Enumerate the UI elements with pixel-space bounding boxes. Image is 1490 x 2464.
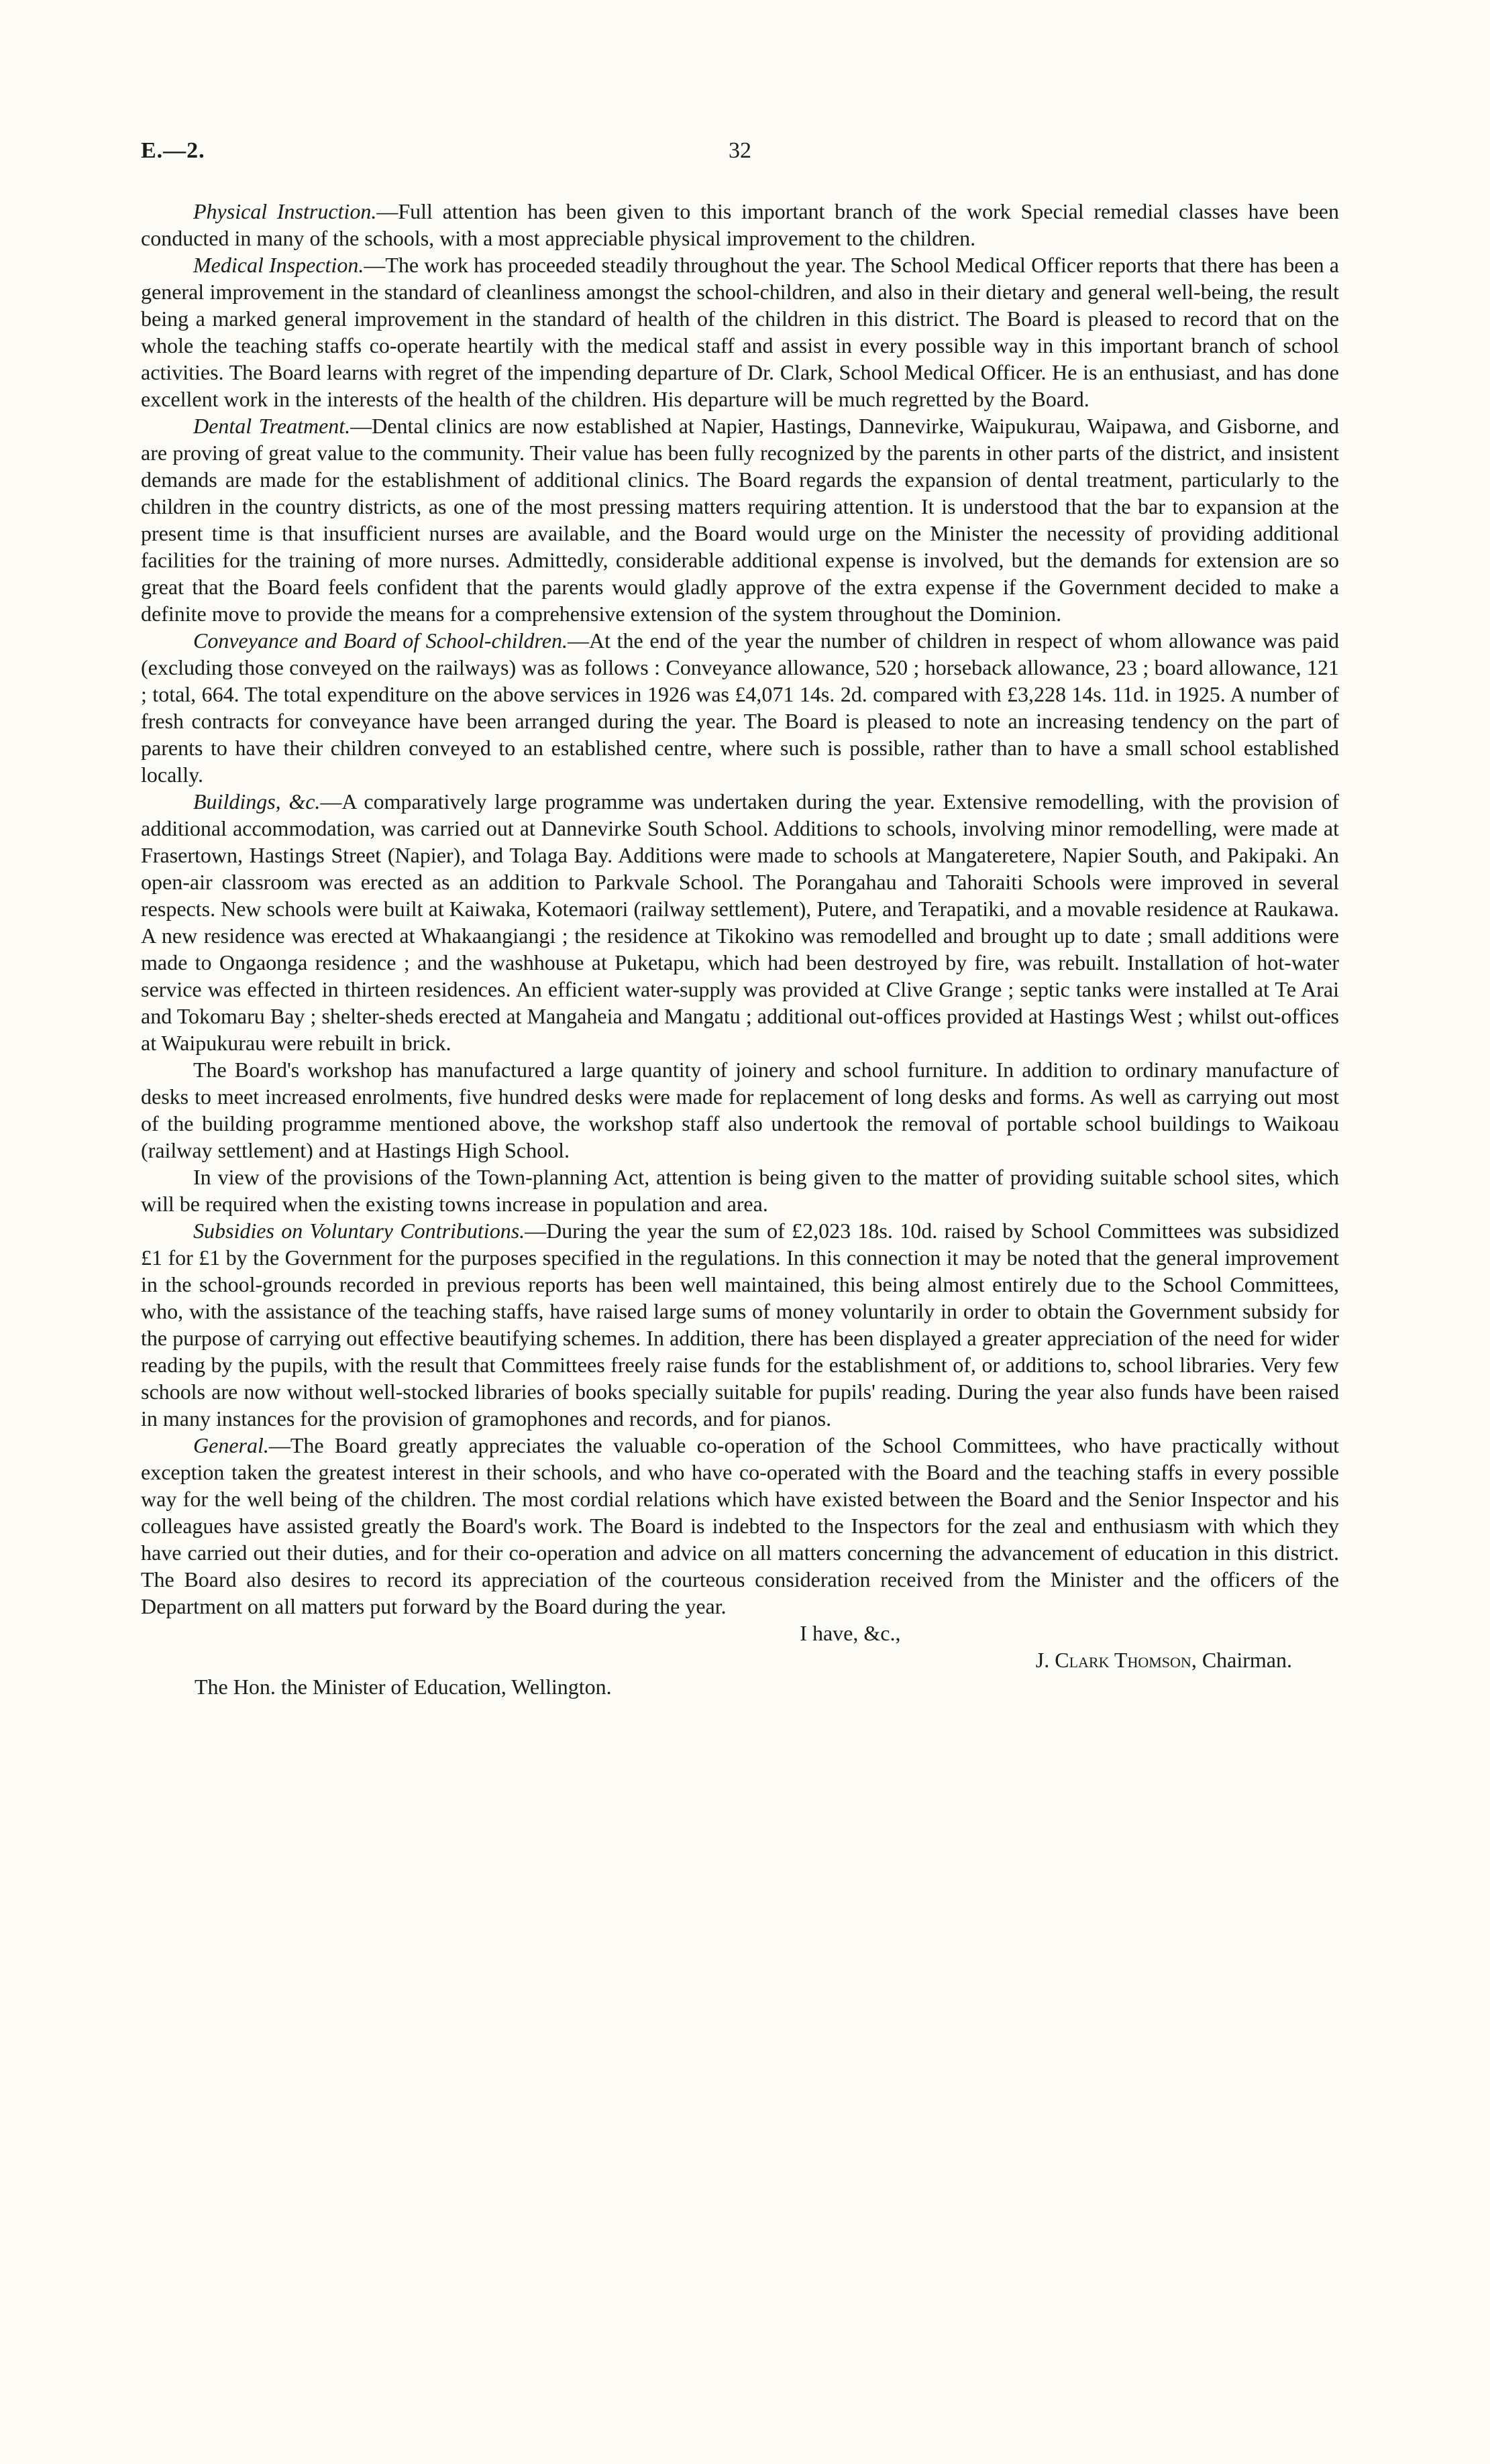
paragraph-text: —Dental clinics are now established at Napier, Hastings, Dannevirke, Waipukurau, Waipawa, and Gisborne, and are proving of great value to the community. Their value has been fully recognized by the parents in other parts of the district, and insistent demands are made for the establishment of additional clinics. The Board regards the expansion of dental treatment, particularly to the children in the country districts, as one of the most pressing matters requiring attention. It is understood that the bar to expansion at the present time is that insufficient nurses are available, and the Board would urge on the Minister the necessity of providing additional facilities for the training of more nurses. Admittedly, considerable additional expense is involved, but the demands for extension are so great that the Board feels confident that the parents would gladly approve of the extra expense if the Government decided to make a definite move to provide the means for a comprehensive extension of the system throughout the Dominion.: [141, 414, 1340, 626]
paragraph-text: —A comparatively large programme was undertaken during the year. Extensive remodelling, with the provision of additional accommodation, was carried out at Dannevirke South School. Additions to schools, involving minor remodelling, were made at Frasertown, Hastings Street (Napier), and Tolaga Bay. Additions were made to schools at Mangateretere, Napier South, and Pakipaki. An open-air classroom was erected as an addition to Parkvale School. The Porangahau and Tahoraiti Schools were improved in several respects. New schools were built at Kaiwaka, Kotemaori (railway settlement), Putere, and Terapatiki, and a movable residence at Raukawa. A new residence was erected at Whakaangiangi ; the residence at Tikokino was remodelled and brought up to date ; small additions were made to Ongaonga residence ; and the washhouse at Puketapu, which had been destroyed by fire, was rebuilt. Installation of hot-water service was effected in thirteen residences. An efficient water-supply was provided at Clive Grange ; septic tanks were installed at Te Arai and Tokomaru Bay ; shelter-sheds erected at Mangaheia and Mangatu ; additional out-offices provided at Hastings West ; whilst out-offices at Waipukurau were rebuilt in brick.: [141, 789, 1340, 1055]
paragraph-text: The Board's workshop has manufactured a large quantity of joinery and school furniture. In addition to ordinary manufacture of desks to meet increased enrolments, five hundred desks were made for replacement of long desks and forms. As well as carrying out most of the building programme mentioned above, the workshop staff also undertook the removal of portable school buildings to Waikoau (railway settlement) and at Hastings High School.: [141, 1058, 1339, 1162]
paragraph-text: —The Board greatly appreciates the valuable co-operation of the School Committees, who have practically without exception taken the greatest interest in their schools, and who have co-operated with the Board and the teaching staffs in every possible way for the well being of the children. The most cordial relations which have existed between the Board and the Senior Inspector and his colleagues have assisted greatly the Board's work. The Board is indebted to the Inspectors for the zeal and enthusiasm with which they have carried out their duties, and for their co-operation and advice on all matters concerning the advancement of education in this district. The Board also desires to record its appreciation of the courteous consideration received from the Minister and the officers of the Department on all matters put forward by the Board during the year.: [141, 1433, 1339, 1618]
paragraph-general: [141, 1432, 1339, 1620]
paragraph-text: —The work has proceeded steadily throughout the year. The School Medical Officer reports that there has been a general improvement in the standard of cleanliness amongst the school-children, and also in their dietary and general well-being, the result being a marked general improvement in the standard of health of the children in this district. The Board is pleased to record that on the whole the teaching staffs co-operate heartily with the medical staff and assist in every possible way in this important branch of school activities. The Board learns with regret of the impending departure of Dr. Clark, School Medical Officer. He is an enthusiast, and has done excellent work in the interests of the health of the children. His departure will be much regretted by the Board.: [141, 253, 1339, 411]
paragraph-physical-instruction: [141, 198, 1339, 251]
paragraph-lead: Medical Inspection.: [193, 253, 364, 277]
paragraph-dental-treatment: [141, 412, 1339, 627]
paragraph-lead: Physical Instruction.: [193, 199, 377, 223]
signature-suffix: , Chairman.: [1191, 1648, 1292, 1672]
paragraph-text: In view of the provisions of the Town-planning Act, attention is being given to the matter of providing suitable school sites, which will be required when the existing towns increase in population and area.: [141, 1165, 1339, 1216]
paragraph-lead: Conveyance and Board of School-children.: [193, 628, 568, 653]
paragraph-lead: Dental Treatment.: [193, 414, 351, 438]
signature-line: [141, 1646, 1339, 1673]
paragraph-conveyance: [141, 627, 1339, 788]
doc-ref: E.—2.: [141, 138, 205, 163]
paragraph-lead: Subsidies on Voluntary Contributions.: [193, 1219, 525, 1243]
signature-name: Clark Thomson: [1055, 1648, 1191, 1672]
closing-valediction: I have, &c.,: [800, 1621, 901, 1645]
paragraph-town-planning: [141, 1164, 1339, 1217]
paragraph-buildings: [141, 788, 1339, 1056]
paragraph-lead: General.: [193, 1433, 269, 1457]
report-body: [141, 198, 1339, 1700]
paragraph-text: —During the year the sum of £2,023 18s. 10d. raised by School Committees was subsidized £1 for £1 by the Government for the purposes specified in the regulations. In this connection it may be noted that the general improvement in the school-grounds recorded in previous reports has been well maintained, this being almost entirely due to the School Committees, who, with the assistance of the teaching staffs, have raised large sums of money voluntarily in order to obtain the Government subsidy for the purpose of carrying out effective beautifying schemes. In addition, there has been displayed a greater appreciation of the need for wider reading by the pupils, with the result that Committees freely raise funds for the establishment of, or additions to, school libraries. Very few schools are now without well-stocked libraries of books specially suitable for pupils' reading. During the year also funds have been raised in many instances for the provision of gramophones and records, and for pianos.: [141, 1219, 1340, 1431]
paragraph-subsidies: [141, 1217, 1339, 1432]
paragraph-text: —Full attention has been given to this important branch of the work Special remedial classes have been conducted in many of the schools, with a most appreciable physical improvement to the children.: [141, 199, 1340, 250]
paragraph-lead: Buildings, &c.: [193, 789, 321, 814]
page-number: 32: [729, 138, 751, 163]
paragraph-medical-inspection: [141, 251, 1339, 412]
signature-prefix: J.: [1035, 1648, 1055, 1672]
addressee-line: The Hon. the Minister of Education, Wellington.: [195, 1675, 612, 1699]
paragraph-workshop: [141, 1056, 1339, 1164]
paragraph-text: —At the end of the year the number of children in respect of whom allowance was paid (excluding those conveyed on the railways) was as follows : Conveyance allowance, 520 ; horseback allowance, 23 ; board allowance, 121 ; total, 664. The total expenditure on the above services in 1926 was £4,071 14s. 2d. compared with £3,228 14s. 11d. in 1925. A number of fresh contracts for conveyance have been arranged during the year. The Board is pleased to note an increasing tendency on the part of parents to have their children conveyed to an established centre, where such is possible, rather than to have a small school established locally.: [141, 628, 1340, 787]
page-header: [141, 137, 1339, 164]
